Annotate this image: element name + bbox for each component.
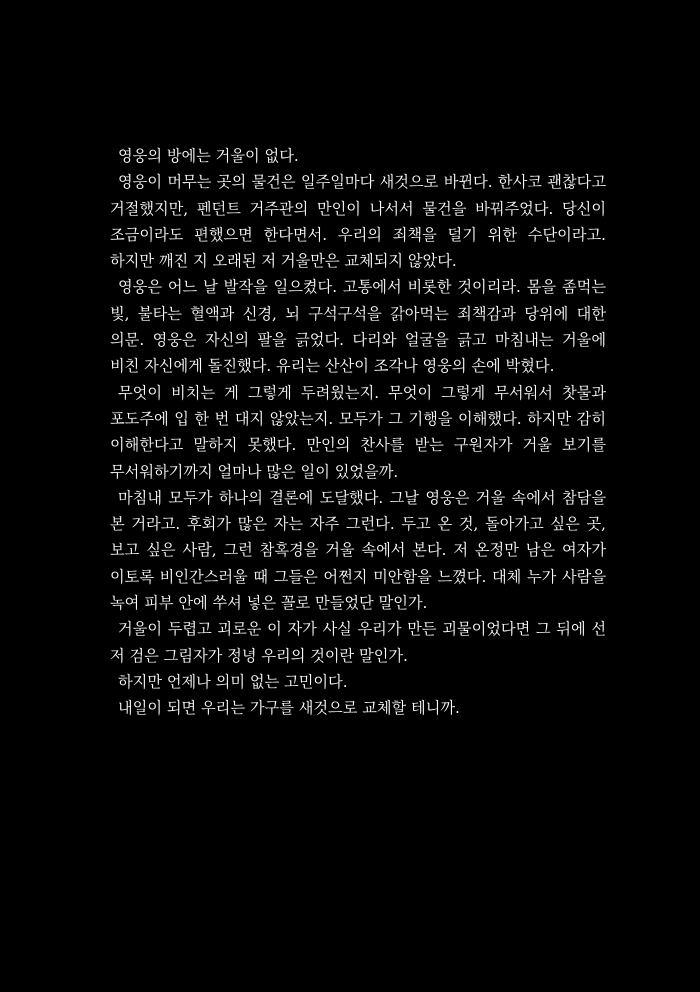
- paragraph: 영웅이 머무는 곳의 물건은 일주일마다 새것으로 바뀐다. 한사코 괜찮다고 거절했지만, 펜던트 거주관의 만인이 나서서 물건을 바꿔주었다. 당신이 조금이라도 편했으면 한다면서. 우리의 죄책을 덜기 위한 수단이라고. 하지만 깨진 지 오래된 저 거울만은 교체되지 않았다.: [110, 173, 606, 271]
- paragraph: 무엇이 비치는 게 그렇게 두려웠는지. 무엇이 그렇게 무서워서 찻물과 포도주에 입 한 번 대지 않았는지. 모두가 그 기행을 이해했다. 하지만 감히 이해한다고 말하지 못했다. 만인의 찬사를 받는 구원자가 거울 보기를 무서워하기까지 얼마나 많은 일이 있었을까.: [110, 383, 606, 481]
- paragraph: 내일이 되면 우리는 가구를 새것으로 교체할 테니까.: [118, 699, 460, 718]
- paragraph: 하지만 언제나 의미 없는 고민이다.: [118, 672, 348, 691]
- paragraph: 마침내 모두가 하나의 결론에 도달했다. 그날 영웅은 거울 속에서 참담을 본 거라고. 후회가 많은 자는 자주 그런다. 두고 온 것, 돌아가고 싶은 곳, 보고 싶은 사람, 그런 참혹경을 거울 속에서 본다. 저 온정만 남은 여자가 이토록 비인간스러울 때 그들은 어쩐지 미안함을 느꼈다. 대체 누가 사람을 녹여 피부 안에 쑤셔 넣은 꼴로 만들었단 말인가.: [110, 488, 606, 613]
- document-body: [110, 143, 606, 722]
- paragraph: 영웅의 방에는 거울이 없다.: [118, 147, 299, 165]
- paragraph: 영웅은 어느 날 발작을 일으켰다. 고통에서 비롯한 것이리라. 몸을 좀먹는 빛, 불타는 혈액과 신경, 뇌 구석구석을 갉아먹는 죄책감과 당위에 대한 의문. 영웅은 자신의 팔을 긁었다. 다리와 얼굴을 긁고 마침내는 거울에 비친 자신에게 돌진했다. 유리는 산산이 조각나 영웅의 손에 박혔다.: [110, 278, 606, 376]
- paragraph: 거울이 두렵고 괴로운 이 자가 사실 우리가 만든 괴물이었다면 그 뒤에 선 저 검은 그림자가 정녕 우리의 것이란 말인가.: [110, 620, 606, 665]
